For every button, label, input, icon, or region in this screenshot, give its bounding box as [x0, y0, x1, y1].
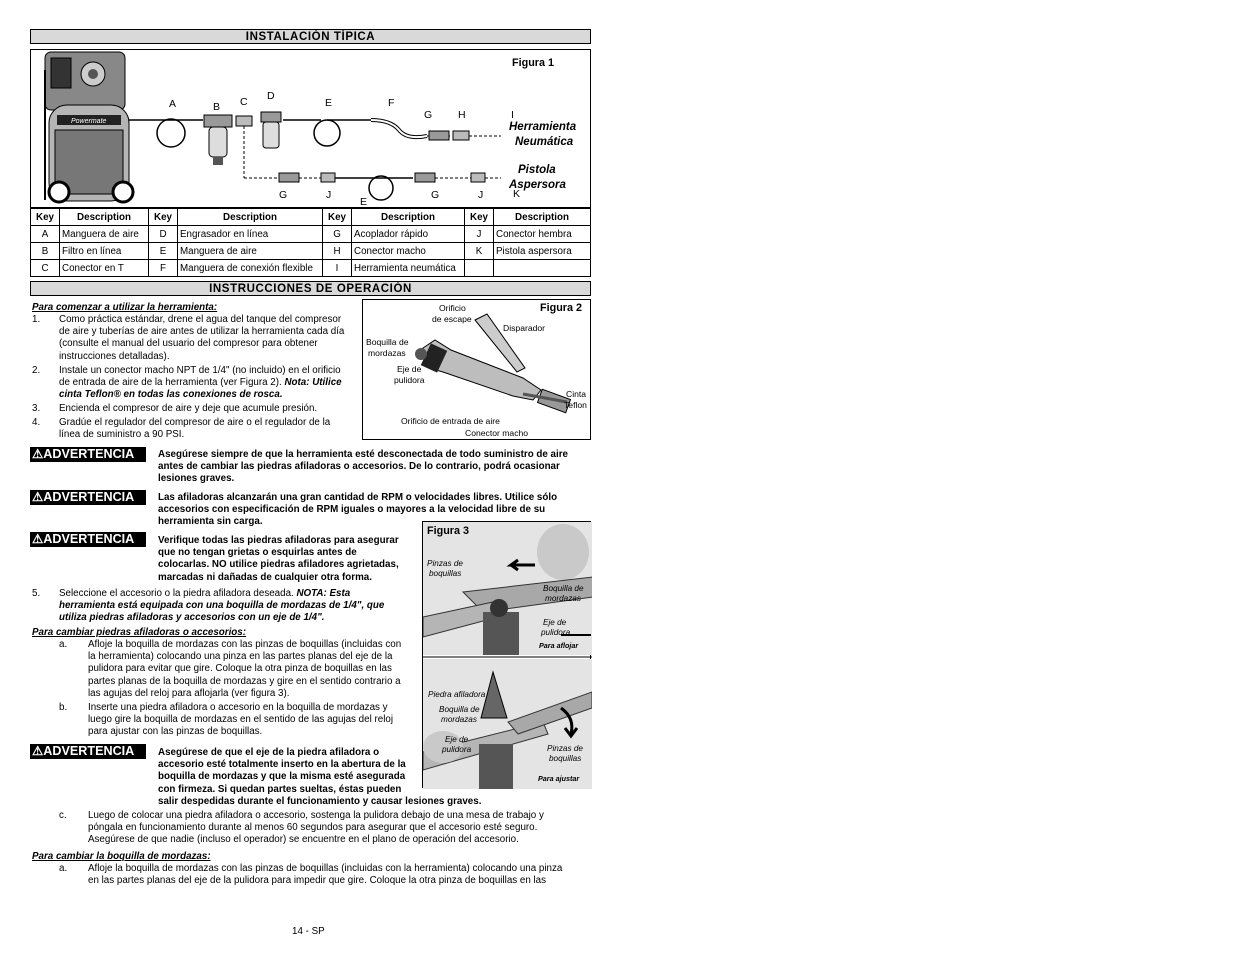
cell: Engrasador en línea [178, 226, 323, 243]
fig2-label: Teflon [564, 400, 587, 410]
warning-badge [30, 744, 146, 759]
fig2-label: de escape [432, 314, 472, 324]
substep-letter: a. [59, 639, 68, 650]
step-number: 4. [32, 417, 41, 428]
warning-badge-text: ADVERTENCIA [43, 744, 135, 758]
step-5-text [59, 588, 384, 625]
cell: Manguera de conexión flexible [178, 260, 323, 277]
text-line: Asegúrese de que el eje de la piedra afiladora o [158, 747, 380, 758]
fig2-label: mordazas [368, 348, 406, 358]
svg-text:Powermate: Powermate [71, 118, 107, 125]
fig2-label: Orificio de entrada de aire [401, 416, 500, 426]
fig1-letter-i: I [511, 109, 514, 121]
text-line: Seleccione el accesorio o la piedra afiladora deseada. [59, 588, 297, 599]
step-2-text [59, 365, 342, 402]
cell: H [323, 243, 352, 260]
text-line: Verifique todas las piedras afiladoras para asegurar [158, 535, 399, 546]
key-table [30, 208, 591, 277]
fig3-label: Pinzas de [427, 559, 463, 568]
fig1-spray-label-1: Pistola [518, 164, 556, 176]
warning-4-text [158, 747, 481, 808]
text-line: póngala en funcionamiento durante al menos 60 segundos para asegurar que el accesorio esté seguro. [88, 822, 538, 834]
installation-diagram [31, 50, 592, 209]
th-key-2: Key [149, 209, 178, 226]
fig3-label: Pinzas de [547, 744, 583, 753]
text-line: Las afiladoras alcanzarán una gran cantidad de RPM o velocidades libres. Utilice sólo [158, 492, 558, 503]
text-line: que no tengan grietas o esquirlas antes de [158, 547, 357, 559]
substep-letter: a. [59, 863, 68, 874]
text-line: colocarlas. NO utilice piedras afiladores agrietadas, [158, 559, 399, 571]
collet-substep-a-text [88, 863, 562, 887]
cell: Filtro en línea [60, 243, 149, 260]
figure-3-label: Figura 3 [427, 525, 469, 537]
change-collet-heading: Para cambiar la boquilla de mordazas: [32, 851, 211, 862]
note-text: cinta Teflon® en todas las conexiones de rosca. [59, 389, 283, 401]
text-line: Como práctica estándar, drene el agua del tanque del compresor [59, 314, 342, 325]
warning-icon: ⚠ [32, 744, 44, 758]
fig1-letter-d: D [267, 90, 275, 102]
text-line: en las partes planas del eje de la pulidora para impedir que gire. Coloque la otra pinza de boquillas en las [88, 875, 547, 887]
cell: Conector en T [60, 260, 149, 277]
figure-1 [30, 49, 591, 208]
fig2-label: Orificio [439, 303, 466, 313]
text-line: la herramienta) colocando una pinza en las partes planas del eje de la [88, 651, 393, 663]
warning-badge-text: ADVERTENCIA [43, 447, 135, 461]
warning-badge-text: ADVERTENCIA [43, 532, 135, 546]
page-number: 14 - SP [292, 926, 325, 937]
th-key-3: Key [323, 209, 352, 226]
text-line: Asegúrese de que nadie (incluso el operador) se encuentre en el plano de operación del accesorio. [88, 834, 519, 846]
table-row [31, 243, 591, 260]
fig1-tool-label-2: Neumática [515, 136, 574, 148]
text-line: Afloje la boquilla de mordazas con las pinzas de boquillas (incluidas con la herramienta) colocando una pinza [88, 863, 563, 874]
fig1-letter-e: E [325, 97, 333, 109]
cell: I [323, 260, 352, 277]
fig1-lower-letter-j: J [326, 189, 332, 201]
text-line: herramienta sin carga. [158, 516, 263, 528]
fig3-label: boquillas [429, 569, 462, 578]
warning-badge-text: ADVERTENCIA [43, 490, 135, 504]
cell: A [31, 226, 60, 243]
text-line: de aire y tuberías de aire antes de utilizar la herramienta cada día [59, 326, 345, 338]
text-line: Luego de colocar una piedra afiladora o accesorio, sostenga la pulidora debajo de una mesa de trabajo y [88, 810, 544, 821]
note-text: utiliza piedras afiladoras y accesorios con un eje de 1/4". [59, 612, 325, 624]
fig3-label: Boquilla de [439, 705, 480, 714]
text-line: para ajustar con las pinzas de boquillas. [88, 726, 263, 738]
substep-letter: c. [59, 810, 67, 821]
text-line: instrucciones detalladas). [59, 350, 170, 362]
figure-1-label: Figura 1 [512, 57, 554, 69]
text-line: boquilla de mordazas y que la misma esté asegurada [158, 771, 406, 783]
fig3-label: pulidora [541, 628, 571, 637]
warning-icon: ⚠ [32, 447, 44, 461]
fig3-label: Para ajustar [538, 774, 580, 783]
step-number: 2. [32, 365, 41, 376]
th-key-4: Key [465, 209, 494, 226]
fig1-letter-g: G [424, 109, 433, 121]
section-header-operation: INSTRUCCIONES DE OPERACIÓN [30, 281, 591, 296]
step-4-text [59, 417, 330, 441]
cell: Acoplador rápido [352, 226, 465, 243]
start-heading: Para comenzar a utilizar la herramienta: [32, 302, 218, 313]
cell: B [31, 243, 60, 260]
th-desc-2: Description [178, 209, 323, 226]
text-line: Asegúrese siempre de que la herramienta esté desconectada de todo suministro de aire [158, 449, 568, 460]
step-number: 1. [32, 314, 41, 325]
th-key-1: Key [31, 209, 60, 226]
table-row [31, 260, 591, 277]
fig1-spray-label-2: Aspersora [509, 179, 566, 191]
text-line: marcadas ni dañadas de cualquier otra forma. [158, 571, 372, 583]
warning-badge [30, 447, 146, 462]
step-number: 3. [32, 403, 41, 414]
fig1-letter-b: B [213, 101, 221, 113]
text-line: lesiones graves. [158, 473, 235, 485]
fig2-label: Disparador [503, 323, 546, 333]
step-3-text: Encienda el compresor de aire y deje que acumule presión. [59, 403, 318, 414]
cell: Manguera de aire [60, 226, 149, 243]
warning-badge [30, 490, 146, 505]
note-text: NOTA: Esta [296, 588, 351, 599]
compressor-illustration [45, 52, 133, 202]
warning-icon: ⚠ [32, 490, 44, 504]
text-line: (consulte el manual del usuario del compresor para obtener [59, 338, 318, 350]
step-number: 5. [32, 588, 41, 599]
text-line: pulidora para evitar que gire. Coloque la otra pinza de boquillas en las [88, 663, 392, 675]
fig1-letter-c: C [240, 96, 248, 108]
text-line: Inserte una piedra afiladora o accesorio en la boquilla de mordazas y [88, 702, 388, 713]
fig2-label: Eje de [397, 364, 422, 374]
section-header-installation: INSTALACIÓN TÍPICA [30, 29, 591, 44]
cell: D [149, 226, 178, 243]
fig3-label: Eje de [543, 618, 567, 627]
substep-a-text [88, 639, 401, 700]
warning-icon: ⚠ [32, 532, 44, 546]
text-line: con firmeza. Si quedan partes sueltas, éstas pueden [158, 783, 402, 795]
note-text: Nota: Utilice [284, 377, 342, 389]
fig1-lower-letter-e: E [360, 196, 368, 208]
text-line: accesorio esté totalmente inserto en la abertura de la [158, 759, 406, 771]
th-desc-4: Description [494, 209, 591, 226]
fig1-lower-letter-g: G [279, 189, 288, 201]
cell: E [149, 243, 178, 260]
fig1-letter-f: F [388, 97, 395, 109]
fig2-label: pulidora [394, 375, 425, 385]
th-desc-3: Description [352, 209, 465, 226]
text-line: antes de cambiar las piedras afiladoras o accesorios. De lo contrario, podrá ocasionar [158, 461, 560, 473]
cell: Pistola aspersora [494, 243, 591, 260]
fig1-lower-letter-g2: G [431, 189, 440, 201]
text-line: luego gire la boquilla de mordazas en el sentido de las agujas del reloj [88, 714, 393, 726]
cell: Manguera de aire [178, 243, 323, 260]
substep-c-text [88, 810, 544, 847]
fig3-label: boquillas [549, 754, 582, 763]
cell: F [149, 260, 178, 277]
cell: K [465, 243, 494, 260]
fig2-label: Boquilla de [366, 337, 409, 347]
text-line: línea de suministro a 90 PSI. [59, 429, 185, 441]
fig1-lower-letter-j2: J [478, 189, 484, 201]
fig2-label: Cinta [566, 389, 587, 399]
text-line: Gradúe el regulador del compresor de aire o el regulador de la [59, 417, 331, 428]
cell: Herramienta neumática [352, 260, 465, 277]
cell: J [465, 226, 494, 243]
figure-2-label: Figura 2 [540, 302, 582, 314]
fig3-label: Piedra afiladora [428, 690, 486, 699]
fig1-letter-h: H [458, 109, 466, 121]
th-desc-1: Description [60, 209, 149, 226]
table-row [31, 226, 591, 243]
text-line: las agujas del reloj para aflojarla (ver figura 3). [88, 687, 290, 699]
fig1-letter-a: A [169, 98, 177, 110]
cell: G [323, 226, 352, 243]
fig1-tool-label-1: Herramienta [509, 121, 577, 133]
text-line: salir despedidas durante el funcionamiento y causar lesiones graves. [158, 795, 482, 807]
warning-badge [30, 532, 146, 547]
cell: C [31, 260, 60, 277]
warning-1-text [158, 449, 568, 486]
fig2-label: Conector macho [465, 428, 529, 438]
cell [494, 260, 591, 277]
step-1-text [59, 314, 344, 363]
text-line: partes planas de la boquilla de mordazas y gire en el sentido contrario a [88, 675, 401, 687]
substep-letter: b. [59, 702, 68, 713]
note-text: herramienta está equipada con una boquilla de mordazas de 1/4", que [59, 600, 385, 612]
cell: Conector hembra [494, 226, 591, 243]
fig3-label: Eje de [445, 735, 469, 744]
change-stones-heading: Para cambiar piedras afiladoras o accesorios: [32, 627, 247, 638]
text-line: Afloje la boquilla de mordazas con las pinzas de boquillas (incluidas con [88, 639, 402, 650]
fig3-label: mordazas [441, 715, 477, 724]
fig3-label: Para aflojar [539, 641, 579, 650]
text-line: Instale un conector macho NPT de 1/4" (no incluido) en el orificio [59, 365, 341, 376]
fig3-label: mordazas [545, 594, 581, 603]
text-line: accesorios con especificación de RPM iguales o mayores a la velocidad libre de su [158, 504, 546, 516]
fig3-label: pulidora [442, 745, 472, 754]
text-line: de entrada de aire de la herramienta (ver Figura 2). [59, 377, 285, 389]
fig3-label: Boquilla de [543, 584, 584, 593]
cell [465, 260, 494, 277]
key-table-header [31, 209, 591, 226]
fig1-lower-letter-k: K [513, 188, 521, 200]
figure-2 [362, 299, 591, 440]
warning-3-text [158, 535, 399, 584]
cell: Conector macho [352, 243, 465, 260]
substep-b-text [88, 702, 393, 739]
